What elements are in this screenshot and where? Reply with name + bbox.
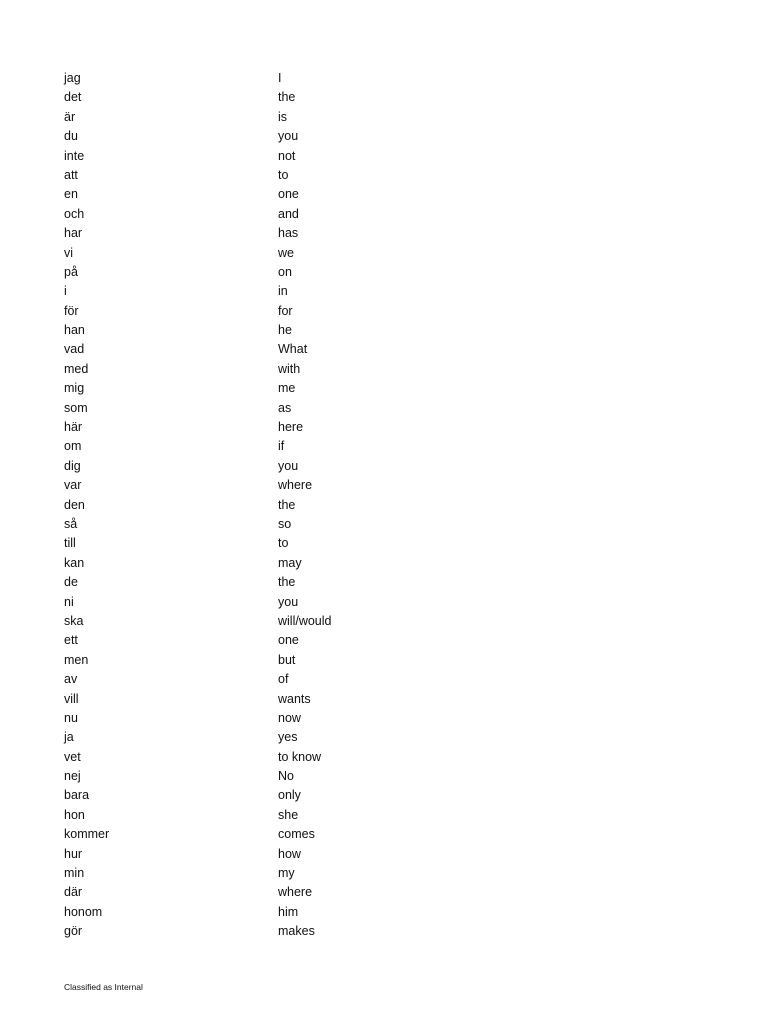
- swedish-word: gör: [64, 924, 83, 939]
- word-row: [64, 108, 384, 127]
- word-row: [64, 302, 384, 321]
- english-translation: the: [278, 90, 296, 105]
- word-row: [64, 515, 384, 534]
- swedish-word: han: [64, 323, 85, 338]
- english-translation: how: [278, 846, 301, 861]
- swedish-word: vill: [64, 691, 79, 706]
- english-translation: now: [278, 710, 301, 725]
- swedish-word: min: [64, 866, 85, 881]
- english-translation: where: [278, 478, 313, 493]
- english-translation: but: [278, 652, 296, 667]
- word-row: [64, 399, 384, 418]
- swedish-word: ett: [64, 633, 78, 648]
- swedish-word: av: [64, 672, 78, 687]
- word-row: [64, 476, 384, 495]
- english-translation: to know: [278, 749, 322, 764]
- swedish-word: hur: [64, 846, 83, 861]
- word-row: [64, 670, 384, 689]
- english-translation: No: [278, 769, 294, 784]
- swedish-word: vi: [64, 245, 74, 260]
- swedish-word: här: [64, 420, 83, 435]
- english-translation: my: [278, 866, 295, 881]
- word-row: [64, 457, 384, 476]
- swedish-word: honom: [64, 904, 103, 919]
- swedish-word: i: [64, 284, 67, 299]
- swedish-word: var: [64, 478, 82, 493]
- english-translation: with: [278, 361, 301, 376]
- swedish-word: där: [64, 885, 83, 900]
- english-translation: we: [278, 245, 294, 260]
- word-list: [64, 69, 384, 942]
- word-row: [64, 263, 384, 282]
- swedish-word: ni: [64, 594, 74, 609]
- english-translation: to: [278, 167, 289, 182]
- english-translation: where: [278, 885, 313, 900]
- swedish-word: kan: [64, 555, 85, 570]
- swedish-word: så: [64, 516, 78, 531]
- word-row: [64, 806, 384, 825]
- english-translation: in: [278, 284, 288, 299]
- word-row: [64, 224, 384, 243]
- word-row: [64, 534, 384, 553]
- word-row: [64, 360, 384, 379]
- english-translation: the: [278, 575, 296, 590]
- word-row: [64, 593, 384, 612]
- english-translation: you: [278, 129, 299, 144]
- english-translation: him: [278, 904, 299, 919]
- english-translation: you: [278, 594, 299, 609]
- english-translation: here: [278, 420, 304, 435]
- english-translation: to: [278, 536, 289, 551]
- swedish-word: dig: [64, 458, 81, 473]
- word-row: [64, 786, 384, 805]
- english-translation: yes: [278, 730, 298, 745]
- word-row: [64, 379, 384, 398]
- english-translation: she: [278, 807, 299, 822]
- word-row: [64, 147, 384, 166]
- word-row: [64, 767, 384, 786]
- english-translation: as: [278, 400, 292, 415]
- english-translation: one: [278, 187, 299, 202]
- word-row: [64, 631, 384, 650]
- swedish-word: är: [64, 109, 76, 124]
- word-row: [64, 69, 384, 88]
- word-row: [64, 496, 384, 515]
- english-translation: me: [278, 381, 296, 396]
- word-row: [64, 88, 384, 107]
- classification-footer: Classified as Internal: [64, 982, 143, 992]
- swedish-word: kommer: [64, 827, 110, 842]
- swedish-word: en: [64, 187, 78, 202]
- swedish-word: och: [64, 206, 85, 221]
- swedish-word: vad: [64, 342, 85, 357]
- swedish-word: ja: [64, 730, 74, 745]
- english-translation: I: [278, 71, 282, 85]
- english-translation: for: [278, 303, 293, 318]
- english-translation: of: [278, 672, 289, 687]
- word-row: [64, 825, 384, 844]
- swedish-word: om: [64, 439, 82, 454]
- english-translation: makes: [278, 924, 315, 939]
- swedish-word: mig: [64, 381, 85, 396]
- swedish-word: nu: [64, 710, 78, 725]
- word-row: [64, 903, 384, 922]
- swedish-word: den: [64, 497, 85, 512]
- english-translation: the: [278, 497, 296, 512]
- swedish-word: de: [64, 575, 78, 590]
- swedish-word: men: [64, 652, 89, 667]
- word-row: [64, 166, 384, 185]
- english-translation: What: [278, 342, 308, 357]
- english-translation: may: [278, 555, 302, 570]
- swedish-word: som: [64, 400, 88, 415]
- word-row: [64, 437, 384, 456]
- english-translation: if: [278, 439, 285, 454]
- swedish-word: du: [64, 129, 78, 144]
- swedish-word: vet: [64, 749, 81, 764]
- word-row: [64, 864, 384, 883]
- english-translation: you: [278, 458, 299, 473]
- swedish-word: det: [64, 90, 82, 105]
- english-translation: comes: [278, 827, 315, 842]
- english-translation: will/would: [278, 613, 332, 628]
- word-row: [64, 244, 384, 263]
- word-row: [64, 205, 384, 224]
- word-row: [64, 340, 384, 359]
- word-row: [64, 321, 384, 340]
- swedish-word: ska: [64, 613, 84, 628]
- swedish-word: jag: [64, 71, 81, 85]
- english-translation: he: [278, 323, 292, 338]
- word-row: [64, 845, 384, 864]
- swedish-word: på: [64, 264, 78, 279]
- swedish-word: inte: [64, 148, 85, 163]
- word-row: [64, 573, 384, 592]
- swedish-word: bara: [64, 788, 90, 803]
- word-row: [64, 612, 384, 631]
- word-row: [64, 883, 384, 902]
- swedish-word: till: [64, 536, 76, 551]
- swedish-word: nej: [64, 769, 81, 784]
- word-row: [64, 127, 384, 146]
- word-row: [64, 554, 384, 573]
- english-translation: only: [278, 788, 301, 803]
- swedish-word: har: [64, 226, 83, 241]
- english-translation: has: [278, 226, 299, 241]
- english-translation: one: [278, 633, 299, 648]
- word-row: [64, 282, 384, 301]
- swedish-word: hon: [64, 807, 85, 822]
- english-translation: on: [278, 264, 292, 279]
- english-translation: is: [278, 109, 288, 124]
- word-row: [64, 690, 384, 709]
- swedish-word: för: [64, 303, 79, 318]
- english-translation: and: [278, 206, 299, 221]
- swedish-word: med: [64, 361, 89, 376]
- word-row: [64, 709, 384, 728]
- english-translation: so: [278, 516, 292, 531]
- word-row: [64, 922, 384, 941]
- swedish-word: att: [64, 167, 78, 182]
- word-row: [64, 728, 384, 747]
- word-row: [64, 418, 384, 437]
- word-row: [64, 748, 384, 767]
- english-translation: wants: [278, 691, 311, 706]
- english-translation: not: [278, 148, 296, 163]
- word-row: [64, 651, 384, 670]
- word-row: [64, 185, 384, 204]
